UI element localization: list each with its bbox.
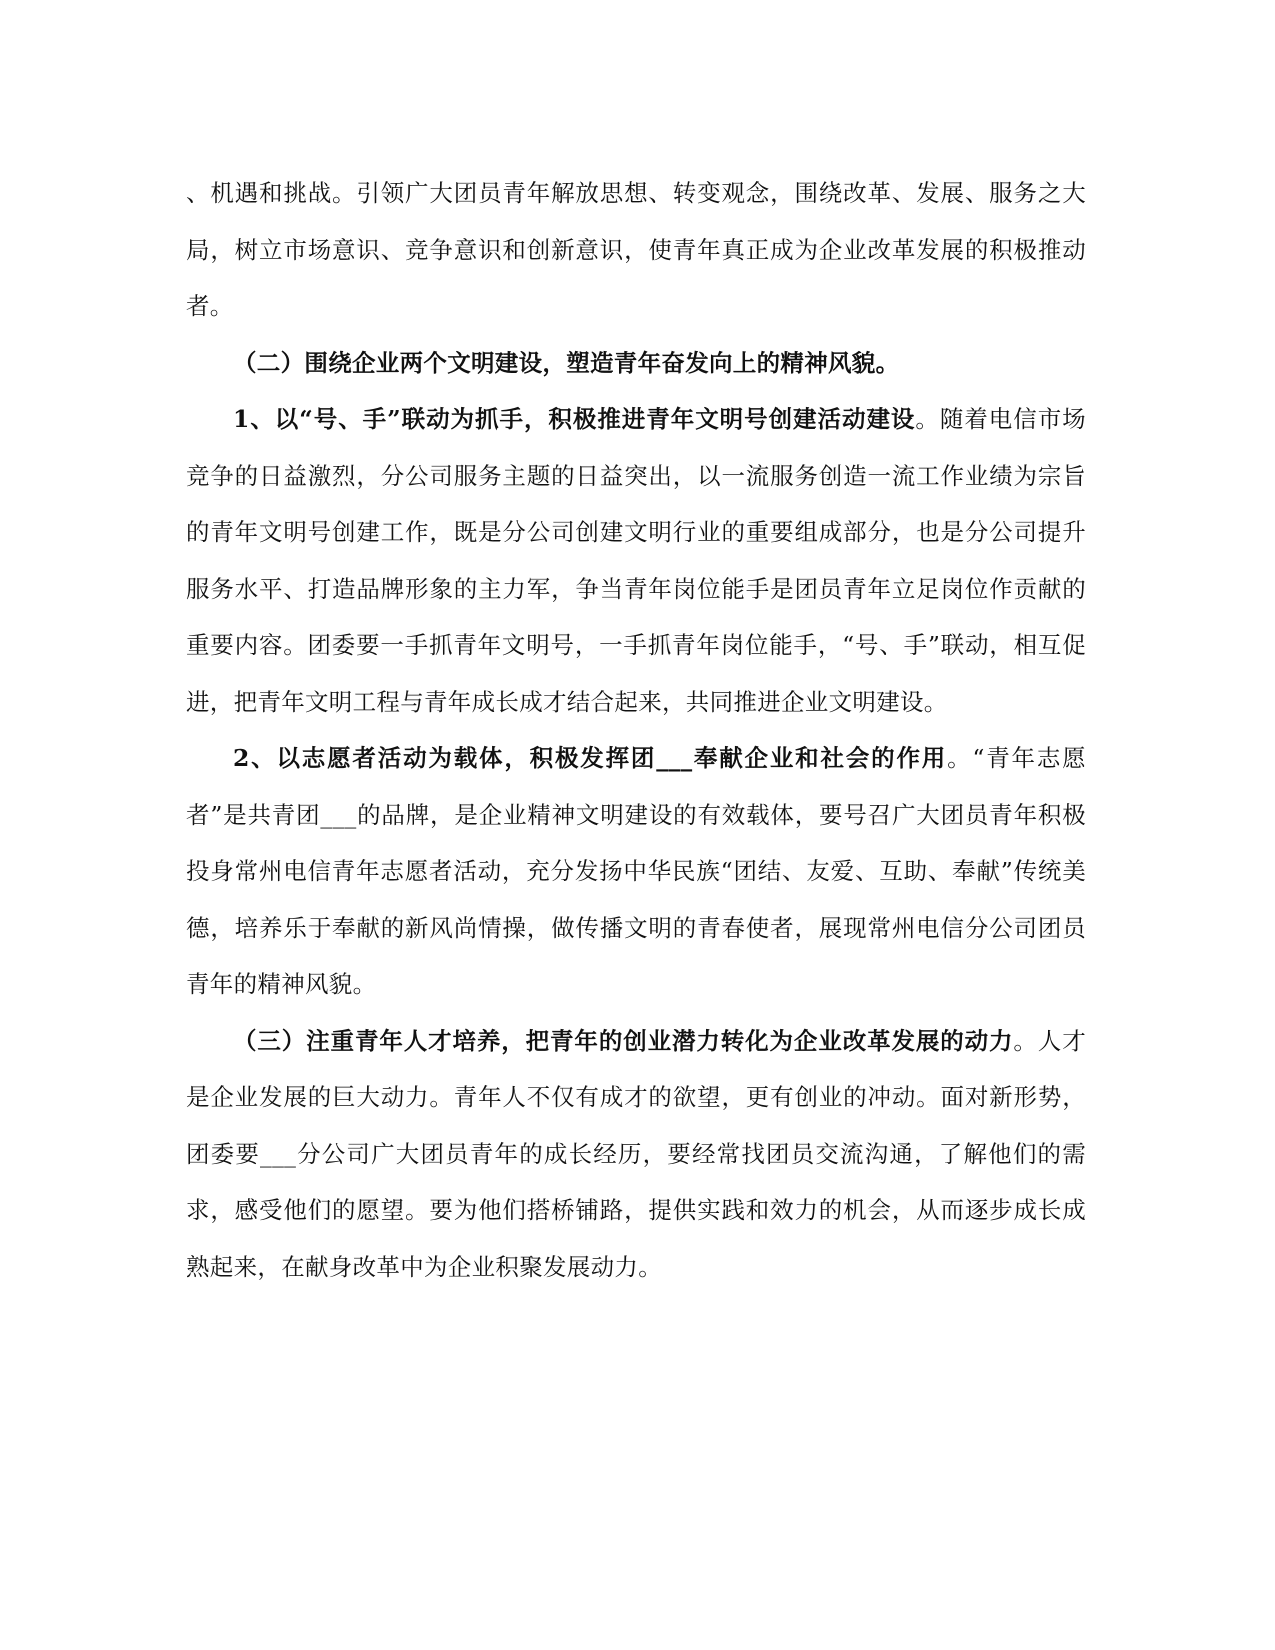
section-heading-three <box>186 1013 1086 1296</box>
paragraph-item-1 <box>186 391 1086 730</box>
document-body <box>186 165 1086 1295</box>
paragraph-text: 、机遇和挑战。引领广大团员青年解放思想、转变观念，围绕改革、发展、服务之大局，树立市场意识、竞争意识和创新意识，使青年真正成为企业改革发展的积极推动者。 <box>186 179 1086 320</box>
paragraph-text: 。随着电信市场竞争的日益激烈，分公司服务主题的日益突出，以一流服务创造一流工作业绩为宗旨的青年文明号创建工作，既是分公司创建文明行业的重要组成部分，也是分公司提升服务水平、打造品牌形象的主力军，争当青年岗位能手是团员青年立足岗位作贡献的重要内容。团委要一手抓青年文明号，一手抓青年岗位能手，“号、手”联动，相互促进，把青年文明工程与青年成长成才结合起来，共同推进企业文明建设。 <box>186 405 1086 716</box>
section-heading-two <box>186 335 1086 392</box>
paragraph-text: 。“青年志愿者”是共青团___的品牌，是企业精神文明建设的有效载体，要号召广大团员青年积极投身常州电信青年志愿者活动，充分发扬中华民族“团结、友爱、互助、奉献”传统美德，培养乐于奉献的新风尚情操，做传播文明的青春使者，展现常州电信分公司团员青年的精神风貌。 <box>186 744 1086 998</box>
paragraph-continuation <box>186 165 1086 335</box>
item-heading-text: 1、以“号、手”联动为抓手，积极推进青年文明号创建活动建设 <box>233 405 916 433</box>
paragraph-text: 。人才是企业发展的巨大动力。青年人不仅有成才的欲望，更有创业的冲动。面对新形势，团委要___分公司广大团员青年的成长经历，要经常找团员交流沟通，了解他们的需求，感受他们的愿望。要为他们搭桥铺路，提供实践和效力的机会，从而逐步成长成熟起来，在献身改革中为企业积聚发展动力。 <box>186 1026 1086 1281</box>
paragraph-item-2 <box>186 730 1086 1013</box>
section-heading-text: （三）注重青年人才培养，把青年的创业潜力转化为企业改革发展的动力 <box>233 1026 1014 1055</box>
item-heading-text: 2、以志愿者活动为载体，积极发挥团___奉献企业和社会的作用 <box>233 744 948 772</box>
section-heading-text: （二）围绕企业两个文明建设，塑造青年奋发向上的精神风貌。 <box>233 348 900 377</box>
